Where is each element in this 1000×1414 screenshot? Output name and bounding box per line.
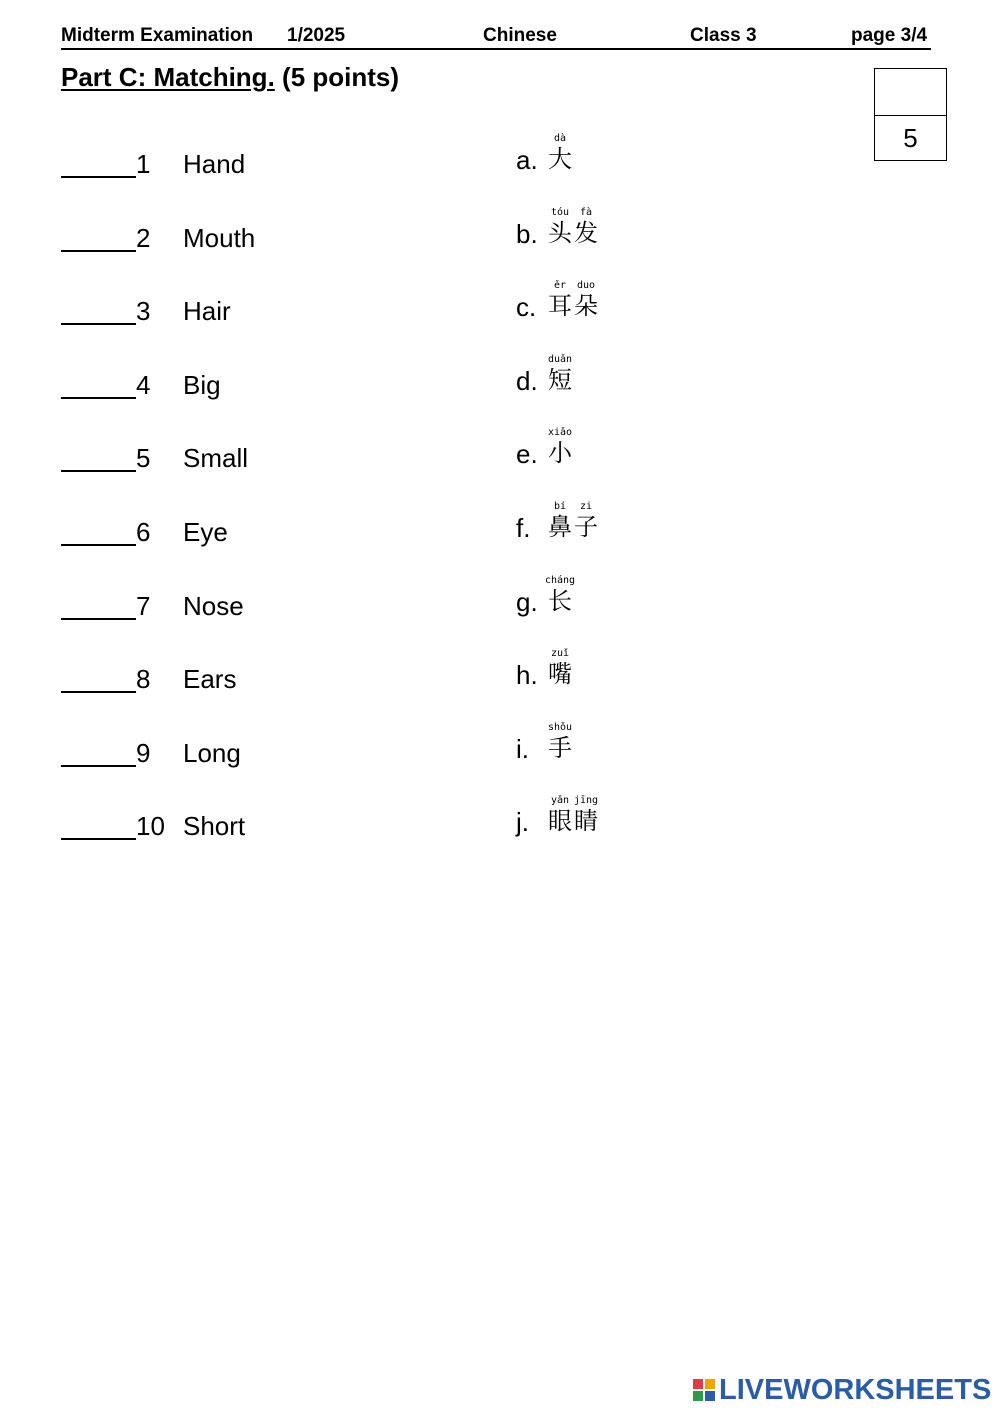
english-word: Nose xyxy=(183,590,244,621)
hanzi: 睛 xyxy=(574,807,598,836)
matching-row xyxy=(0,501,1000,558)
exam-page: page 3/4 xyxy=(851,25,928,46)
character-with-pinyin xyxy=(547,133,573,173)
english-word: Big xyxy=(183,369,221,400)
pinyin: tóu xyxy=(550,206,570,218)
answer-blank[interactable] xyxy=(61,371,136,399)
exam-class: Class 3 xyxy=(690,25,757,46)
answer-blank[interactable] xyxy=(61,297,136,325)
liveworksheets-logo xyxy=(693,1374,991,1406)
option-letter: e. xyxy=(516,439,538,470)
answer-blank[interactable] xyxy=(61,665,136,693)
character-with-pinyin xyxy=(547,427,573,467)
english-word: Small xyxy=(183,443,249,474)
pinyin: duǎn xyxy=(547,353,573,365)
exam-subject: Chinese xyxy=(483,25,557,46)
pinyin: duo xyxy=(576,280,596,292)
character-with-pinyin xyxy=(547,354,573,394)
character-with-pinyin xyxy=(547,280,573,320)
option-letter: h. xyxy=(516,660,538,691)
option-letter: a. xyxy=(516,145,538,175)
character-with-pinyin xyxy=(547,648,573,688)
character-with-pinyin xyxy=(573,207,599,247)
matching-row xyxy=(0,648,1000,705)
chinese-word xyxy=(547,648,573,688)
pinyin: shǒu xyxy=(547,721,573,733)
answer-blank[interactable] xyxy=(61,592,136,620)
answer-blank[interactable] xyxy=(61,812,136,840)
hanzi: 头 xyxy=(548,218,572,247)
pinyin: fà xyxy=(579,206,593,218)
english-word: Mouth xyxy=(183,222,256,253)
score-blank[interactable] xyxy=(875,69,946,116)
logo-tile xyxy=(693,1379,703,1389)
hanzi: 短 xyxy=(548,365,572,394)
english-word: Hair xyxy=(183,296,231,327)
chinese-word xyxy=(547,133,573,173)
hanzi: 长 xyxy=(548,586,572,615)
option-letter: b. xyxy=(516,218,538,249)
pinyin: bí xyxy=(553,501,567,512)
exam-name: Midterm Examination xyxy=(61,25,254,46)
option-letter: f. xyxy=(516,513,531,543)
answer-blank[interactable] xyxy=(61,518,136,546)
exam-header xyxy=(61,24,931,50)
section-title-points: (5 points) xyxy=(282,62,400,92)
item-number: 8 xyxy=(136,664,151,695)
answer-blank[interactable] xyxy=(61,444,136,472)
item-number: 4 xyxy=(136,369,151,400)
hanzi: 发 xyxy=(574,218,598,247)
character-with-pinyin xyxy=(573,795,599,835)
chinese-word xyxy=(547,207,599,247)
matching-row xyxy=(0,353,1000,411)
score-box xyxy=(874,68,947,161)
matching-row xyxy=(0,133,1000,190)
item-number: 3 xyxy=(136,296,151,327)
item-number: 1 xyxy=(136,149,151,179)
character-with-pinyin xyxy=(547,795,573,835)
pinyin: cháng xyxy=(544,574,576,586)
hanzi: 朵 xyxy=(574,292,598,321)
hanzi: 子 xyxy=(574,513,598,541)
answer-blank[interactable] xyxy=(61,224,136,252)
section-title-main: Part C: Matching. xyxy=(61,62,275,92)
item-number: 6 xyxy=(136,517,151,547)
section-title xyxy=(61,62,399,93)
chinese-word xyxy=(547,354,573,394)
chinese-word xyxy=(547,795,599,835)
hanzi: 大 xyxy=(548,145,572,173)
pinyin: yǎn xyxy=(550,795,570,807)
hanzi: 嘴 xyxy=(548,660,572,689)
english-word: Hand xyxy=(183,149,246,179)
pinyin: zuǐ xyxy=(550,648,570,660)
option-letter: i. xyxy=(516,733,529,764)
character-with-pinyin xyxy=(547,207,573,247)
character-with-pinyin xyxy=(544,574,576,615)
english-word: Ears xyxy=(183,664,237,695)
chinese-word xyxy=(544,574,576,615)
logo-mark-icon xyxy=(693,1379,715,1401)
score-total: 5 xyxy=(903,123,918,153)
english-word: Eye xyxy=(183,517,228,547)
character-with-pinyin xyxy=(547,501,573,541)
hanzi: 小 xyxy=(548,439,572,468)
item-number: 2 xyxy=(136,222,151,253)
pinyin: xiǎo xyxy=(547,427,573,439)
option-letter: j. xyxy=(516,807,529,838)
character-with-pinyin xyxy=(547,722,573,762)
character-with-pinyin xyxy=(573,280,599,320)
item-number: 9 xyxy=(136,737,151,768)
matching-row xyxy=(0,206,1000,264)
matching-row xyxy=(0,280,1000,337)
pinyin: jīng xyxy=(573,795,599,807)
logo-tile xyxy=(705,1391,715,1401)
pinyin: ěr xyxy=(553,280,567,292)
option-letter: g. xyxy=(516,586,538,617)
hanzi: 手 xyxy=(548,733,572,762)
matching-row xyxy=(0,427,1000,484)
english-word: Long xyxy=(183,737,241,768)
logo-text: LIVEWORKSHEETS xyxy=(719,1373,992,1406)
hanzi: 耳 xyxy=(548,292,572,321)
item-number: 7 xyxy=(136,590,151,621)
item-number: 10 xyxy=(136,811,165,842)
logo-tile xyxy=(705,1379,715,1389)
pinyin: zi xyxy=(579,501,593,512)
hanzi: 鼻 xyxy=(548,513,572,541)
hanzi: 眼 xyxy=(548,807,572,836)
character-with-pinyin xyxy=(573,501,599,541)
matching-row xyxy=(0,795,1000,852)
chinese-word xyxy=(547,501,599,541)
exam-term: 1/2025 xyxy=(287,25,346,46)
chinese-word xyxy=(547,722,573,762)
logo-tile xyxy=(693,1391,703,1401)
chinese-word xyxy=(547,427,573,467)
chinese-word xyxy=(547,280,599,320)
pinyin: dà xyxy=(553,133,567,144)
answer-blank[interactable] xyxy=(61,150,136,178)
matching-row xyxy=(0,721,1000,779)
option-letter: d. xyxy=(516,365,538,396)
item-number: 5 xyxy=(136,443,151,474)
english-word: Short xyxy=(183,811,246,842)
matching-row xyxy=(0,574,1000,632)
option-letter: c. xyxy=(516,292,537,323)
answer-blank[interactable] xyxy=(61,739,136,767)
